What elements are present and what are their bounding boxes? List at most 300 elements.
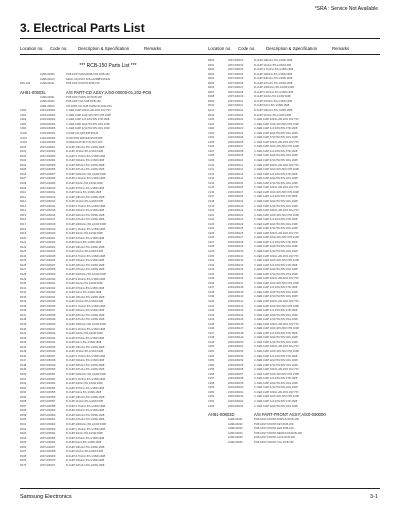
- part-description: C-CER,CHIP;47pF,5%,50V,C0G,1608: [254, 272, 298, 276]
- part-description: R-CHIP;2.2Kohm,5%,1/16W,1608: [66, 227, 106, 231]
- part-description: C-CER,CHIP;1nF,10%,50V,X7R,1608: [254, 377, 298, 381]
- part-description: R-CHIP;10Kohm,5%,1/16W,1608: [66, 345, 105, 349]
- part-description: C-CER,CHIP;22pF,5%,50V,C0G,1608: [66, 122, 110, 126]
- part-location: C236: [208, 281, 215, 285]
- part-description: R-CHIP;100Kohm,5%,1/16W,1608: [66, 222, 106, 226]
- part-code: 2007-000069: [40, 454, 56, 458]
- part-code: 2203-000113: [228, 172, 244, 176]
- part-location: R134: [20, 300, 27, 304]
- part-code: 2203-000132: [228, 259, 244, 263]
- part-location: R165: [20, 441, 27, 445]
- part-description: R-CHIP;22Kohm,5%,1/16W,1608: [66, 463, 105, 467]
- part-location: C202: [208, 127, 215, 131]
- part-location: C000: [20, 109, 27, 113]
- part-location: [208, 441, 228, 446]
- header-rule: [20, 54, 380, 55]
- part-description: R-CHIP;47Kohm,5%,1/16W,1608: [66, 318, 105, 322]
- part-location: R125: [20, 259, 27, 263]
- part-location: C234: [208, 272, 215, 276]
- part-code: 2203-000149: [228, 336, 244, 340]
- part-location: C250: [208, 345, 215, 349]
- left-parts-column: [20, 59, 196, 468]
- part-code: 2007-000109: [228, 95, 244, 99]
- part-description: R-CHIP;2.2Kohm,5%,1/16W,1608: [66, 377, 106, 381]
- part-location: R131: [20, 286, 27, 290]
- part-description: C-CER,CHIP;22pF,5%,50V,C0G,1608: [254, 245, 298, 249]
- part-code: 2203-000158: [228, 377, 244, 381]
- part-description: PCB ASSY;FRONT-DISPLAY,RCB-150: [254, 418, 299, 422]
- part-description: R-CHIP;0ohm,5%,1/16W,1608: [66, 241, 102, 245]
- part-description: C-CER,CHIP;22pF,5%,50V,C0G,1608: [254, 404, 298, 408]
- part-description: R-CHIP;100ohm,5%,1/16W,1608: [66, 159, 105, 163]
- part-location: R204: [208, 77, 215, 81]
- title-rule: [20, 38, 380, 39]
- part-location: R139: [20, 322, 27, 326]
- part-description: PCB ASSY;FRONT-VOL,RCB-150: [254, 440, 294, 444]
- part-code: 2203-000130: [228, 249, 244, 253]
- part-code: 2007-000060: [40, 413, 56, 417]
- part-description: C-CER,CHIP;1nF,10%,50V,X7R,1608: [254, 286, 298, 290]
- part-code: 2007-000065: [40, 436, 56, 440]
- part-description: C-CER,CHIP;47pF,5%,50V,C0G,1608: [254, 386, 298, 390]
- part-location: C205: [208, 140, 215, 144]
- part-location: R159: [20, 413, 27, 417]
- part-location: IC100: [20, 132, 27, 136]
- part-description: R-CHIP;4.7Kohm,5%,1/16W,1608: [66, 254, 106, 258]
- part-description: PCB ASSY;FRONT-KEY,RCB-150: [254, 422, 294, 426]
- part-row: [208, 441, 384, 446]
- part-location: R158: [20, 409, 27, 413]
- part-location: C224: [208, 227, 215, 231]
- footer-company: Samsung Electronics: [20, 494, 72, 500]
- part-description: A/S PART-CD ASSY;A/S0-00000-01,202-PCB: [66, 89, 152, 95]
- part-code: 2203-000141: [228, 299, 244, 303]
- part-location: C241: [208, 304, 215, 308]
- part-location: R141: [20, 332, 27, 336]
- part-code: AH96-00000: [40, 73, 55, 76]
- part-code: 2203-000159: [228, 381, 244, 385]
- part-code: 2203-000154: [228, 359, 244, 363]
- part-location: R162: [20, 427, 27, 431]
- part-location: R208: [208, 95, 215, 99]
- part-code: 2203-000160: [228, 386, 244, 390]
- header-code: Code no.: [238, 45, 256, 51]
- part-location: C258: [208, 381, 215, 385]
- part-location: R156: [20, 400, 27, 404]
- part-location: C260: [208, 390, 215, 394]
- part-code: 2007-000028: [40, 268, 56, 272]
- part-code: 2007-000042: [40, 332, 56, 336]
- part-description: R-CHIP;470ohm,5%,1/16W,1608: [254, 99, 293, 103]
- part-code: 2007-000008: [40, 177, 56, 181]
- part-description: C-CER,CHIP;100nF,+80-20%,16V,Y5V: [254, 390, 299, 394]
- part-code: 2007-000063: [40, 427, 56, 431]
- part-location: R210: [208, 104, 215, 108]
- part-description: C-CER,CHIP;100nF,+80-20%,16V,Y5V: [254, 299, 299, 303]
- part-code: 2007-000107: [228, 86, 244, 90]
- part-location: R146: [20, 354, 27, 358]
- part-code: 2203-000155: [228, 363, 244, 367]
- part-description: R-CHIP;47Kohm,5%,1/16W,1608: [66, 218, 105, 222]
- part-description: R-CHIP;100Kohm,5%,1/16W,1608: [66, 172, 106, 176]
- part-description: PCB ASSY;FRONT-REMOCON,RCB-150: [254, 431, 302, 435]
- part-code: 2007-000113: [228, 113, 244, 117]
- part-location: C243: [208, 313, 215, 317]
- part-code: 2007-000049: [40, 363, 56, 367]
- part-location: C219: [208, 204, 215, 208]
- part-description: R-CHIP;100ohm,5%,1/16W,1608: [66, 459, 105, 463]
- part-location: R105: [20, 168, 27, 172]
- part-location: C251: [208, 350, 215, 353]
- part-code: 2007-000013: [40, 200, 56, 204]
- part-code: 2203-000005: [40, 127, 56, 131]
- part-description: R-CHIP;47Kohm,5%,1/16W,1608: [66, 368, 105, 372]
- part-location: R211: [208, 109, 215, 113]
- part-description: R-CHIP;1Kohm,5%,1/16W,1608: [254, 63, 291, 67]
- part-code: 2203-000122: [228, 213, 244, 217]
- part-code: AH96-00034: [228, 431, 243, 435]
- part-description: C-CER,CHIP;10nF,10%,50V,X7R,1608: [254, 213, 299, 217]
- part-code: 2007-000015: [40, 209, 56, 213]
- part-description: R-CHIP;22Kohm,5%,1/16W,1608: [66, 263, 105, 267]
- part-code: 2007-000070: [40, 459, 56, 463]
- part-code: 2203-000131: [228, 254, 244, 258]
- part-description: C-CER,CHIP;10nF,10%,50V,X7R,1608: [66, 113, 111, 117]
- part-code: 2203-000111: [228, 163, 243, 167]
- part-code: 2203-000105: [228, 136, 244, 140]
- part-description: PCB ASSY;MAIN-CD,RCB-150: [66, 95, 102, 99]
- part-description: R-CHIP;1Kohm,5%,1/16W,1608: [66, 450, 103, 454]
- part-description: C-CER,CHIP;47pF,5%,50V,C0G,1608: [254, 204, 298, 208]
- part-code: 2007-000031: [40, 282, 56, 286]
- part-location: C235: [208, 277, 215, 281]
- part-code: 2007-000041: [40, 327, 56, 331]
- part-code: 2203-000101: [228, 118, 244, 122]
- part-description: R-CHIP;100Kohm,5%,1/16W,1608: [66, 373, 106, 376]
- part-location: C001: [20, 113, 27, 117]
- part-code: 2007-000071: [40, 463, 56, 467]
- part-location: R100: [20, 145, 27, 149]
- part-code: 2007-000035: [40, 300, 56, 304]
- part-code: 2007-000051: [40, 373, 56, 376]
- part-code: 2203-000108: [228, 149, 244, 153]
- part-location: R135: [20, 304, 27, 308]
- part-location: C213: [208, 177, 215, 181]
- part-location: R154: [20, 391, 27, 395]
- header-description: Description & Specification: [266, 45, 318, 51]
- part-location: R106: [20, 172, 27, 176]
- part-location: C212: [208, 172, 215, 176]
- left-column-header: [20, 44, 196, 52]
- part-code: 1203-000002: [40, 136, 56, 140]
- part-location: R163: [20, 432, 27, 436]
- part-description: R-CHIP;100Kohm,5%,1/16W,1608: [254, 86, 294, 90]
- part-description: R-CHIP;100Kohm,5%,1/16W,1608: [66, 322, 106, 326]
- part-description: C-CER,CHIP;1nF,10%,50V,X7R,1608: [254, 263, 298, 267]
- part-description: C-CER,CHIP;47pF,5%,50V,C0G,1608: [254, 159, 298, 163]
- part-location: R145: [20, 350, 27, 354]
- part-description: R-CHIP;10Kohm,5%,1/16W,1608: [66, 195, 105, 199]
- part-location: R115: [20, 213, 27, 217]
- part-code: 2007-000103: [228, 68, 244, 72]
- part-code: 2203-000106: [228, 140, 244, 144]
- part-code: AH96-00021: [40, 95, 55, 99]
- part-code: 2007-000021: [40, 236, 56, 240]
- part-description: C-CER,CHIP;22pF,5%,50V,C0G,1608: [254, 199, 298, 203]
- part-location: C004: [20, 127, 27, 131]
- part-code: 2203-000150: [228, 340, 244, 344]
- part-location: R121: [20, 241, 27, 245]
- part-location: C222: [208, 218, 215, 222]
- part-description: R-CHIP;33ohm,5%,1/16W,1608: [66, 432, 103, 436]
- part-location: R124: [20, 254, 27, 258]
- part-code: 2203-000114: [228, 177, 244, 181]
- part-location: C200: [208, 118, 215, 122]
- part-code: 2203-000138: [228, 286, 244, 290]
- part-description: R-CHIP;1Kohm,5%,1/16W,1608: [66, 250, 103, 254]
- part-code: 2007-000017: [40, 218, 56, 222]
- part-code: 2007-000111: [228, 104, 243, 108]
- part-description: R-CHIP;22Kohm,5%,1/16W,1608: [254, 77, 293, 81]
- part-location: C211: [208, 168, 215, 172]
- part-description: C-CER,CHIP;100nF,+80-20%,16V,Y5V: [254, 231, 299, 235]
- part-description: C-CER,CHIP;47pF,5%,50V,C0G,1608: [254, 181, 298, 185]
- part-description: R-CHIP;33ohm,5%,1/16W,1608: [254, 95, 291, 99]
- part-code: 2203-000127: [228, 236, 244, 240]
- part-code: 2203-000128: [228, 240, 244, 244]
- part-description: R-CHIP;2.2Kohm,5%,1/16W,1608: [254, 90, 294, 94]
- part-description: C-CER,CHIP;47pF,5%,50V,C0G,1608: [254, 363, 298, 367]
- part-code: 2007-000058: [40, 404, 56, 408]
- part-description: PCB ASSY;FRONT,RCB-150: [66, 82, 100, 86]
- part-description: C-CER,CHIP;10nF,10%,50V,X7R,1608: [254, 168, 299, 172]
- part-code: 2007-000101: [228, 59, 244, 62]
- part-code: 2203-000123: [228, 218, 244, 222]
- part-description: R-CHIP;1Kohm,5%,1/16W,1608: [66, 350, 103, 354]
- part-description: PCB ASSY;FRONT-JACK,RCB-150: [254, 436, 296, 440]
- part-description: C-CER,CHIP;100nF,+80-20%,16V,Y5V: [254, 345, 299, 349]
- part-code: 2203-000145: [228, 318, 244, 322]
- part-code: 2007-000052: [40, 377, 56, 381]
- part-code: 2203-000142: [228, 304, 244, 308]
- part-location: R120: [20, 236, 27, 240]
- part-description: R-CHIP;100Kohm,5%,1/16W,1608: [66, 272, 106, 276]
- part-description: C-CER,CHIP;10nF,10%,50V,X7R,1608: [254, 395, 299, 399]
- part-code: 2007-000064: [40, 432, 56, 436]
- part-code: 2203-000001: [40, 109, 56, 113]
- part-location: C203: [208, 131, 215, 135]
- part-location: R127: [20, 268, 27, 272]
- part-description: R-CHIP;2.2Kohm,5%,1/16W,1608: [66, 427, 106, 431]
- part-description: C-CER,CHIP;10nF,10%,50V,X7R,1608: [254, 259, 299, 263]
- part-code: 2007-000108: [228, 90, 244, 94]
- part-code: 2007-000068: [40, 450, 56, 454]
- part-code: 2007-000014: [40, 204, 56, 208]
- part-code: 2007-000056: [40, 395, 56, 399]
- part-location: C216: [208, 190, 215, 194]
- part-code: 2203-000148: [228, 331, 244, 335]
- part-location: R200: [208, 59, 215, 62]
- part-location: C240: [208, 299, 215, 303]
- part-location: R119: [20, 232, 27, 236]
- part-location: C220: [208, 209, 215, 213]
- part-description: PCB ASSY;MAIN(RCB-150),RCB-150: [66, 73, 110, 76]
- part-location: R132: [20, 291, 27, 295]
- part-code: 2007-000030: [40, 277, 56, 281]
- part-location: R138: [20, 318, 27, 322]
- part-location: C232: [208, 263, 215, 267]
- header-location: Location no.: [20, 45, 44, 51]
- part-description: R-CHIP;1Kohm,5%,1/16W,1608: [66, 300, 103, 304]
- part-description: R-CHIP;4.7Kohm,5%,1/16W,1608: [66, 204, 106, 208]
- part-code: 2203-000125: [228, 227, 244, 231]
- part-location: R117: [20, 222, 27, 226]
- part-description: C-CER,CHIP;47pF,5%,50V,C0G,1608: [254, 340, 298, 344]
- part-location: IC102: [20, 141, 27, 145]
- part-row: [20, 82, 196, 87]
- part-description: R-CHIP;100ohm,5%,1/16W,1608: [254, 72, 293, 76]
- part-location: R147: [20, 359, 27, 363]
- part-code: 2203-000115: [228, 181, 244, 185]
- part-description: R-CHIP;33ohm,5%,1/16W,1608: [66, 382, 103, 386]
- part-description: C-CER,CHIP;10nF,10%,50V,X7R,1608: [254, 281, 299, 285]
- part-description: C-CER,CHIP;1nF,10%,50V,X7R,1608: [254, 149, 298, 153]
- part-location: R160: [20, 418, 27, 422]
- part-code: 2007-000061: [40, 418, 56, 422]
- part-location: C217: [208, 195, 215, 199]
- part-description: C-CER,CHIP;100nF,+80-20%,16V,Y5V: [254, 186, 299, 190]
- part-location: C225: [208, 231, 215, 235]
- part-description: C-CER,CHIP;10nF,10%,50V,X7R,1608: [254, 350, 299, 353]
- part-description: C-CER,CHIP;47pF,5%,50V,C0G,1608: [254, 318, 298, 322]
- part-location: PAN 100: [20, 82, 31, 86]
- part-description: C-CER,CHIP;100nF,+80-20%,16V,Y5V: [254, 368, 299, 372]
- part-code: 2007-000004: [40, 159, 56, 163]
- part-description: R-CHIP;10Kohm,5%,1/16W,1608: [254, 109, 293, 113]
- part-code: 2203-000116: [228, 186, 244, 190]
- part-location: R142: [20, 336, 27, 340]
- part-location: R201: [208, 63, 215, 67]
- part-description: C-CER,CHIP;22pF,5%,50V,C0G,1608: [254, 313, 298, 317]
- part-description: R-CHIP;47Kohm,5%,1/16W,1608: [66, 268, 105, 272]
- part-code: 2007-000044: [40, 341, 56, 345]
- part-description: C-CER,CHIP;1nF,10%,50V,X7R,1608: [254, 400, 298, 404]
- part-code: 2203-000157: [228, 372, 244, 376]
- part-description: C-CER,CHIP;1nF,10%,50V,X7R,1608: [254, 309, 298, 313]
- part-description: C-CER,CHIP;10nF,10%,50V,X7R,1608: [254, 372, 299, 376]
- part-description: R-CHIP;100ohm,5%,1/16W,1608: [66, 409, 105, 413]
- part-description: R-CHIP;1Kohm,5%,1/16W,1608: [66, 200, 103, 204]
- part-location: R157: [20, 404, 27, 408]
- part-code: 2007-000050: [40, 368, 56, 372]
- part-location: R206: [208, 86, 215, 90]
- part-code: 2007-000110: [228, 99, 244, 103]
- part-location: R101: [20, 150, 27, 154]
- part-code: AH96-00011: [40, 82, 55, 86]
- part-description: C-CER,CHIP;1nF,10%,50V,X7R,1608: [66, 118, 110, 122]
- part-description: C-CER,CHIP;22pF,5%,50V,C0G,1608: [254, 222, 298, 226]
- part-code: 2203-000163: [228, 400, 244, 404]
- part-location: R107: [20, 177, 27, 181]
- part-location: C214: [208, 181, 215, 185]
- part-location: C244: [208, 318, 215, 322]
- part-location: AH81-00803L: [20, 89, 46, 95]
- part-code: 2203-000156: [228, 368, 244, 372]
- part-code: 2007-000106: [228, 81, 244, 85]
- part-description: R-CHIP;470ohm,5%,1/16W,1608: [66, 436, 105, 440]
- part-location: IC101: [20, 136, 27, 140]
- part-code: 2007-000105: [228, 77, 244, 81]
- part-description: C-CER,CHIP;100nF,+80-20%,16V,Y5V: [254, 140, 299, 144]
- part-location: R149: [20, 368, 27, 372]
- right-parts-column: [208, 59, 384, 445]
- part-location: C226: [208, 236, 215, 240]
- part-description: R-CHIP;0ohm,5%,1/16W,1608: [66, 291, 102, 295]
- part-description: R-CHIP;100Kohm,5%,1/16W,1608: [66, 423, 106, 427]
- part-code: 2007-000026: [40, 259, 56, 263]
- part-code: 2203-000120: [228, 204, 244, 208]
- part-location: C238: [208, 290, 215, 294]
- part-code: AH96-00032: [228, 422, 243, 426]
- part-code: 2007-000001: [40, 145, 56, 149]
- part-location: R170: [20, 463, 27, 467]
- part-description: C-CER,CHIP;100nF,+80-20%,16V,Y5V: [254, 118, 299, 122]
- header-location: Location no.: [208, 45, 232, 51]
- part-description: C-CER,CHIP;47pF,5%,50V,C0G,1608: [66, 127, 110, 131]
- part-description: R-CHIP;0ohm,5%,1/16W,1608: [66, 391, 102, 395]
- part-code: 2007-000045: [40, 345, 56, 349]
- part-location: C254: [208, 363, 215, 367]
- part-description: C-CER,CHIP;22pF,5%,50V,C0G,1608: [254, 381, 298, 385]
- part-code: 2007-000046: [40, 350, 56, 354]
- part-description: C-CER,CHIP;100nF,+80-20%,16V,Y5V: [254, 209, 299, 213]
- part-location: C237: [208, 286, 215, 290]
- part-code: 2203-000162: [228, 395, 244, 399]
- part-description: R-CHIP;100ohm,5%,1/16W,1608: [66, 309, 105, 313]
- part-location: C239: [208, 295, 215, 299]
- part-location: C221: [208, 213, 215, 217]
- part-description: R-CHIP;47Kohm,5%,1/16W,1608: [66, 418, 105, 422]
- part-location: C255: [208, 368, 215, 372]
- part-description: C-CER,CHIP;22pF,5%,50V,C0G,1608: [254, 290, 298, 294]
- footer-rule: [20, 488, 380, 489]
- part-location: R155: [20, 395, 27, 399]
- part-code: 2007-000019: [40, 227, 56, 231]
- part-location: C252: [208, 354, 215, 358]
- part-code: 2203-000004: [40, 122, 56, 126]
- part-location: R128: [20, 272, 27, 276]
- part-description: C-CER,CHIP;10nF,10%,50V,X7R,1608: [254, 327, 299, 331]
- part-location: C227: [208, 240, 215, 244]
- part-code: 2007-000025: [40, 254, 56, 258]
- part-location: C210: [208, 163, 215, 167]
- part-description: PCB ASSY;FRONT-LED,RCB-150: [254, 427, 294, 431]
- part-description: R-CHIP;4.7Kohm,5%,1/16W,1608: [66, 454, 106, 458]
- part-description: C-CER,CHIP;100nF,+80-20%,16V,Y5V: [254, 322, 299, 326]
- part-description: R-CHIP;4.7Kohm,5%,1/16W,1608: [66, 304, 106, 308]
- part-location: C204: [208, 136, 215, 140]
- part-location: R133: [20, 295, 27, 299]
- part-description: C-CER,CHIP;47pF,5%,50V,C0G,1608: [254, 295, 298, 299]
- part-location: C259: [208, 386, 215, 390]
- part-code: 2007-000010: [40, 186, 56, 190]
- part-location: C230: [208, 254, 215, 258]
- part-code: 2203-000153: [228, 354, 244, 358]
- part-description: C-CER,CHIP;100nF,+80-20%,16V,Y5V: [254, 163, 299, 167]
- part-location: R109: [20, 186, 27, 190]
- part-code: AH96-00033: [228, 427, 243, 431]
- part-location: AH81-00803D: [208, 412, 235, 418]
